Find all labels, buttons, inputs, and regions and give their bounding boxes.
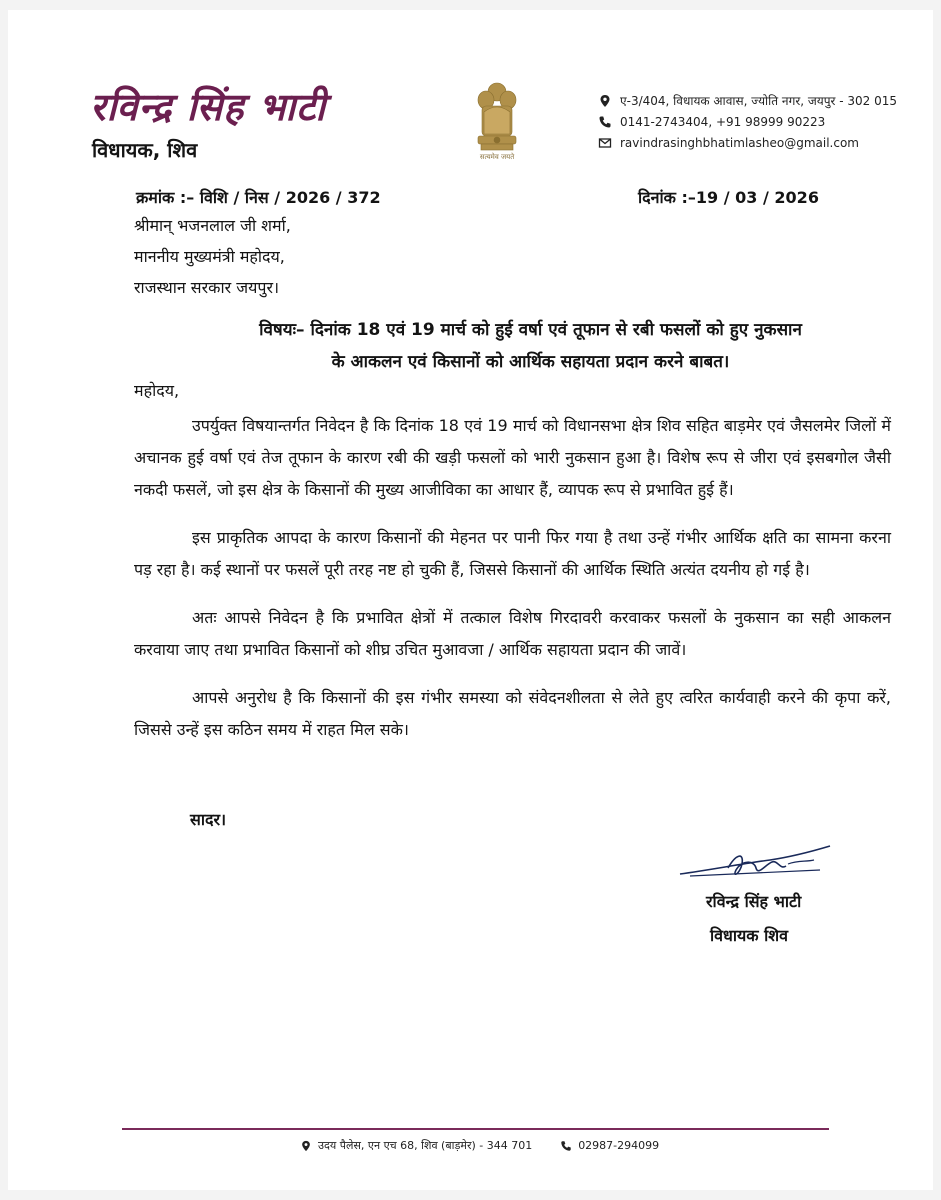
footer-phone: 02987-294099: [578, 1139, 660, 1152]
phone-icon: [598, 115, 612, 129]
phone-icon: [560, 1140, 572, 1152]
location-pin-icon: [300, 1140, 312, 1152]
footer-divider: [122, 1128, 829, 1130]
recipient-line: माननीय मुख्यमंत्री महोदय,: [134, 247, 285, 266]
contact-address-row: [598, 90, 897, 111]
contact-block: [598, 90, 897, 153]
mla-title: विधायक, शिव: [92, 138, 198, 162]
contact-phone-row: [598, 111, 897, 132]
reference-number: क्रमांक :– विशि / निस / 2026 / 372: [136, 188, 381, 207]
contact-email[interactable]: ravindrasinghbhatimlasheo@gmail.com: [620, 135, 859, 150]
footer-contact: [300, 1138, 659, 1153]
body-paragraph: इस प्राकृतिक आपदा के कारण किसानों की मेहनत पर पानी फिर गया है तथा उन्हें गंभीर आर्थिक क्षति का सामना करना पड़ रहा है। कई स्थानों पर फसलें पूरी तरह नष्ट हो चुकी हैं, जिससे किसानों की आर्थिक स्थिति अत्यंत दयनीय हो गई है।: [134, 528, 891, 579]
handwritten-signature: [670, 840, 840, 890]
mla-name-logo: रविन्द्र सिंह भाटी: [90, 84, 327, 129]
closing: सादर।: [190, 810, 227, 829]
signatory-designation: विधायक शिव: [710, 926, 789, 945]
location-pin-icon: [598, 94, 612, 108]
letter-body: [134, 410, 891, 762]
salutation: महोदय,: [134, 381, 180, 400]
signatory-name: रविन्द्र सिंह भाटी: [706, 892, 802, 911]
letter-date: दिनांक :–19 / 03 / 2026: [638, 188, 819, 207]
subject-line: के आकलन एवं किसानों को आर्थिक सहायता प्रदान करने बाबत।: [331, 352, 730, 372]
recipient-line: श्रीमान् भजनलाल जी शर्मा,: [134, 216, 291, 235]
contact-address: ए-3/404, विधायक आवास, ज्योति नगर, जयपुर - 302 015: [620, 94, 898, 108]
letterhead-page: [8, 10, 933, 1190]
contact-email-row: [598, 132, 897, 153]
body-paragraph: उपर्युक्त विषयान्तर्गत निवेदन है कि दिनांक 18 एवं 19 मार्च को विधानसभा क्षेत्र शिव सहित बाड़मेर एवं जैसलमेर जिलों में अचानक हुई वर्षा एवं तेज तूफान के कारण रबी की खड़ी फसलों को भारी नुकसान हुआ है। विशेष रूप से जीरा एवं इसबगोल जैसी नकदी फसलें, जो इस क्षेत्र के किसानों की मुख्य आजीविका का आधार हैं, व्यापक रूप से प्रभावित हुई हैं।: [134, 416, 891, 499]
contact-phone: 0141-2743404, +91 98999 90223: [620, 114, 826, 129]
body-paragraph: अतः आपसे निवेदन है कि प्रभावित क्षेत्रों में तत्काल विशेष गिरदावरी करवाकर फसलों के नुकसान का सही आकलन करवाया जाए तथा प्रभावित किसानों को शीघ्र उचित मुआवजा / आर्थिक सहायता प्रदान की जावें।: [134, 608, 891, 659]
emblem-motto: सत्यमेव जयते: [479, 153, 515, 161]
recipient-address: [134, 210, 291, 303]
recipient-line: राजस्थान सरकार जयपुर।: [134, 278, 280, 297]
subject-block: [158, 314, 903, 378]
subject-line: विषयः– दिनांक 18 एवं 19 मार्च को हुई वर्षा एवं तूफान से रबी फसलों को हुए नुकसान: [259, 320, 802, 340]
footer-address: उदय पैलेस, एन एच 68, शिव (बाड़मेर) - 344 701: [318, 1139, 533, 1152]
email-icon: [598, 136, 612, 150]
body-paragraph: आपसे अनुरोध है कि किसानों की इस गंभीर समस्या को संवेदनशीलता से लेते हुए त्वरित कार्यवाही करने की कृपा करें, जिससे उन्हें इस कठिन समय में राहत मिल सके।: [134, 688, 891, 739]
